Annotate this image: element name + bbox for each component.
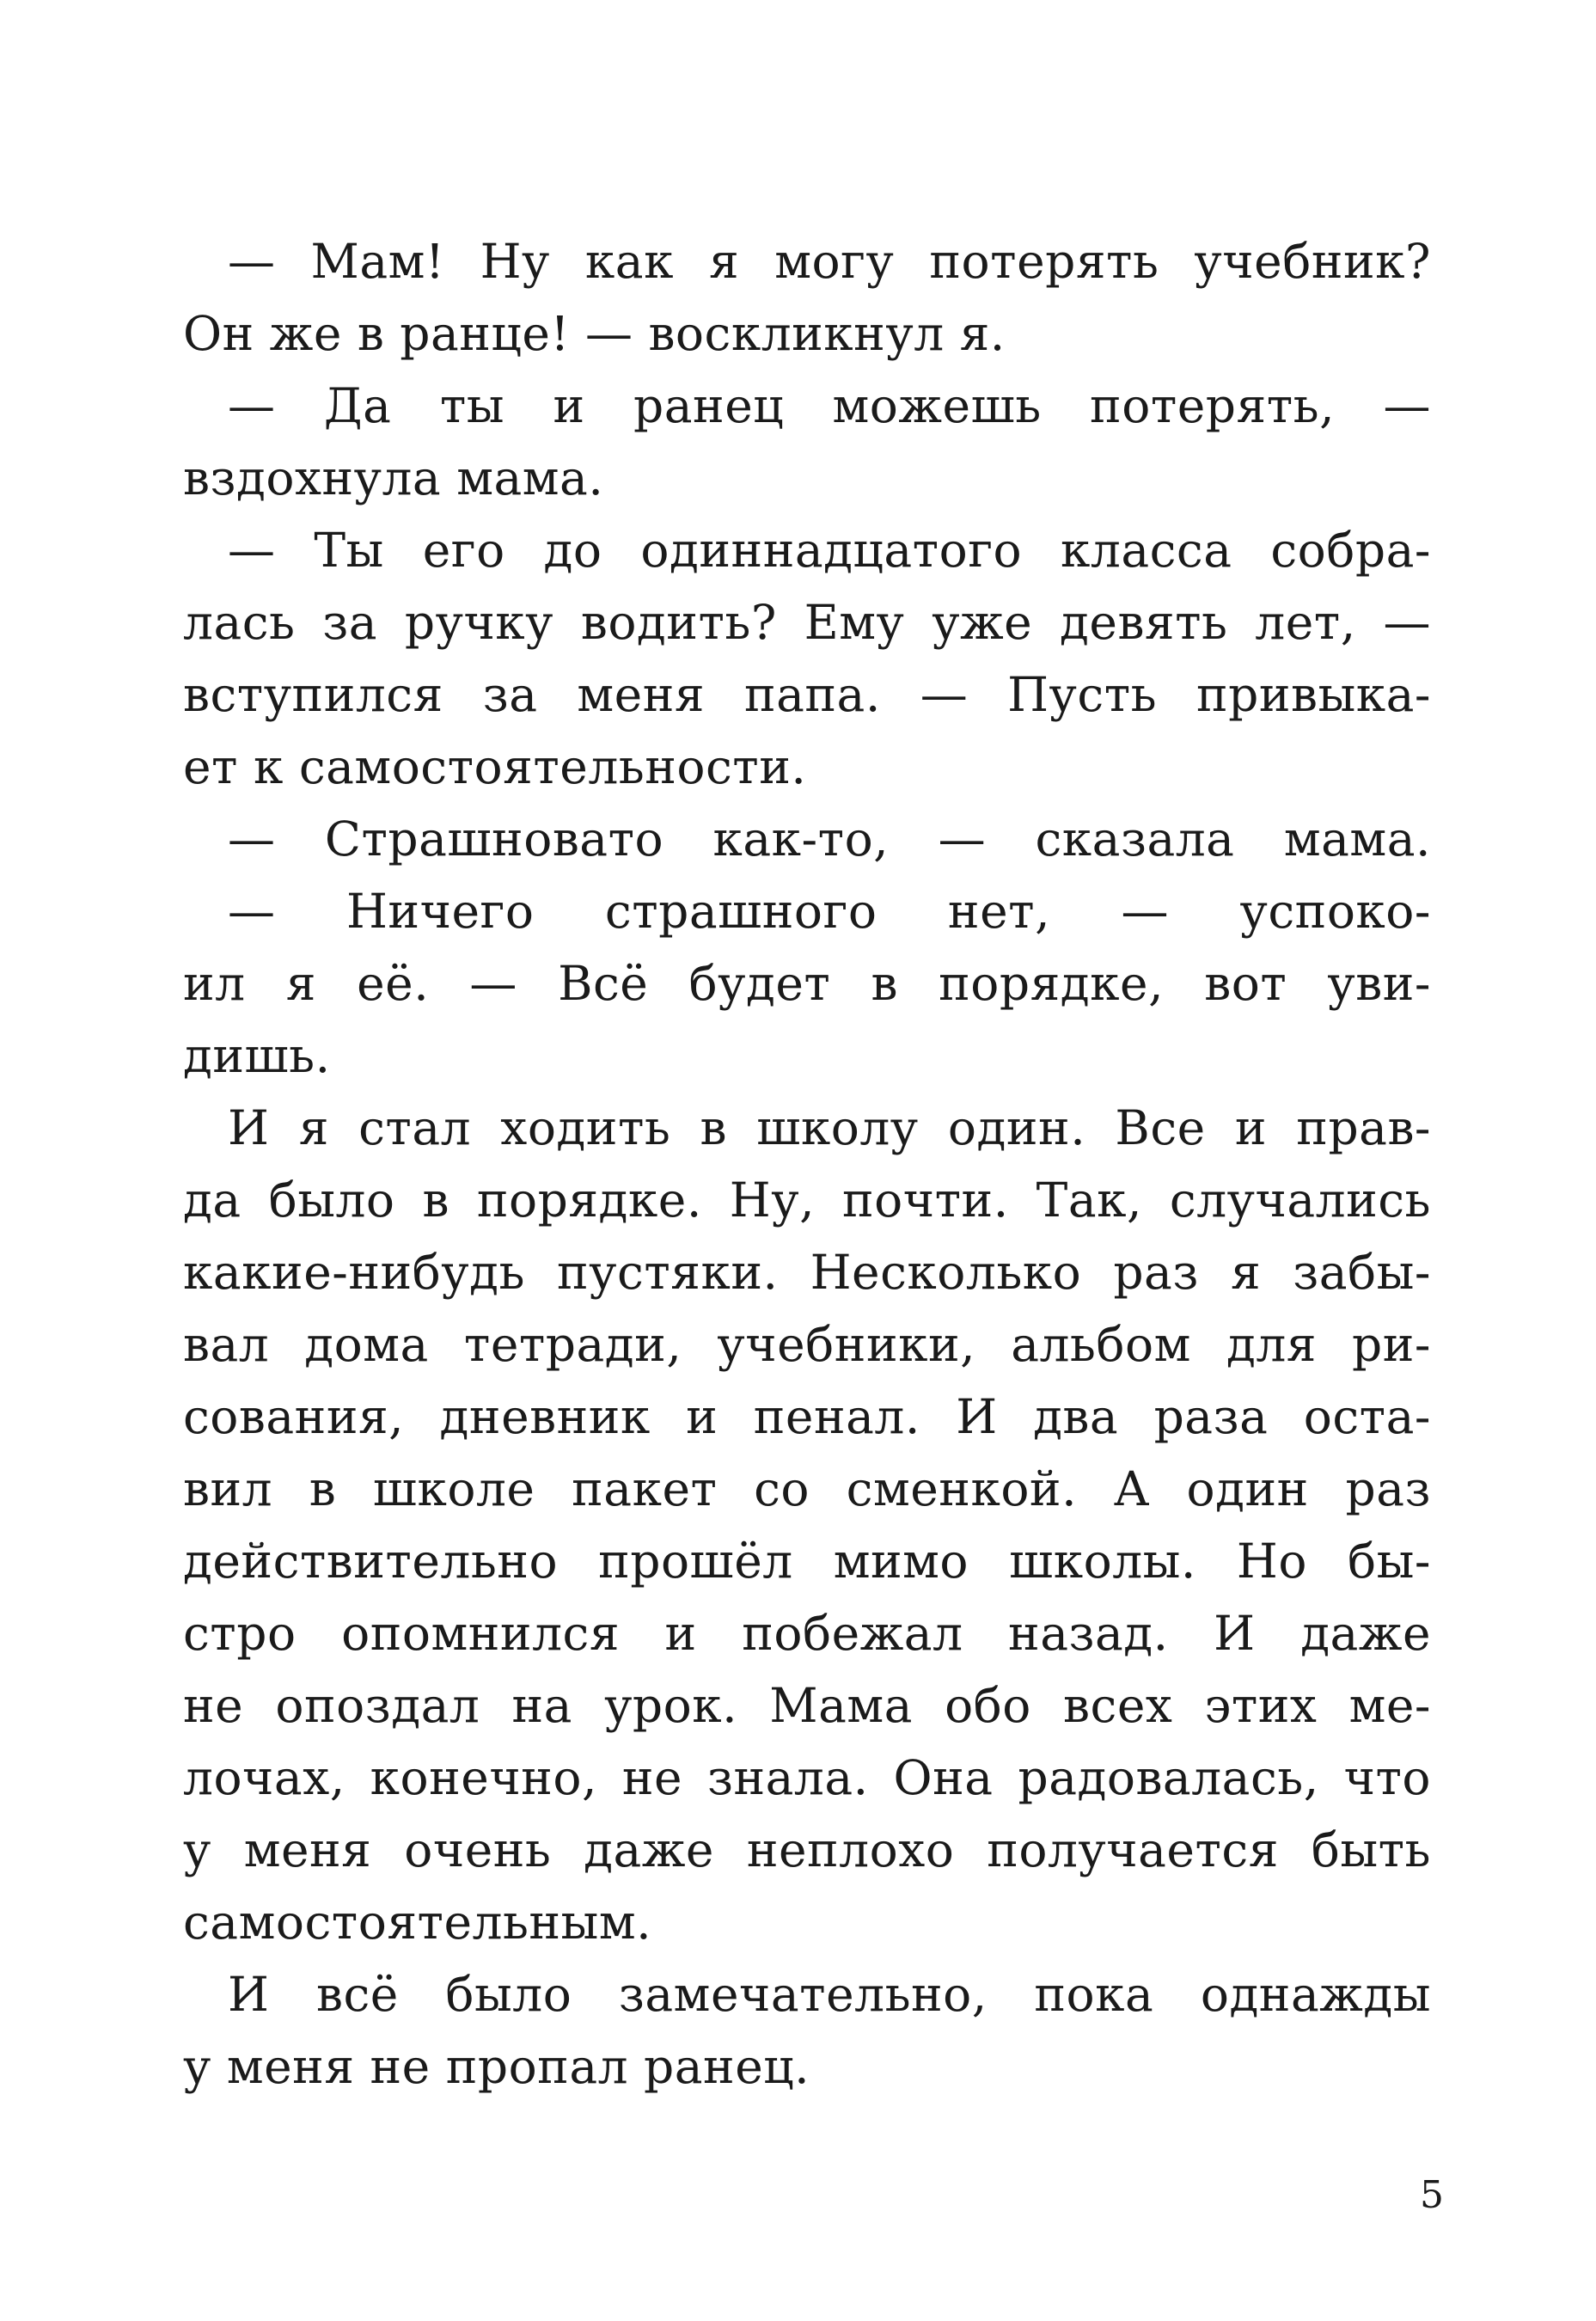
text-line: — Ничего страшного нет, — успоко- [228, 884, 1431, 939]
text-line: у меня не пропал ранец. [183, 2039, 810, 2094]
text-line: лочах, конечно, не знала. Она радовалась, что [183, 1750, 1431, 1805]
text-line: — Страшновато как-то, — сказала мама. [228, 811, 1431, 867]
text-line: не опоздал на урок. Мама обо всех этих ме- [183, 1678, 1431, 1733]
text-line: И всё было замечательно, пока однажды [228, 1967, 1431, 2022]
text-line: вил в школе пакет со сменкой. А один раз [183, 1461, 1431, 1516]
text-line: — Да ты и ранец можешь потерять, — [228, 378, 1431, 433]
text-line: стро опомнился и побежал назад. И даже [183, 1606, 1431, 1661]
text-line: ил я её. — Всё будет в порядке, вот уви- [183, 956, 1431, 1011]
text-line: у меня очень даже неплохо получается быть [183, 1822, 1431, 1877]
text-line: — Мам! Ну как я могу потерять учебник? [228, 234, 1431, 289]
text-line: Он же в ранце! — воскликнул я. [183, 306, 1006, 361]
text-line: дишь. [183, 1028, 331, 1083]
text-line: лась за ручку водить? Ему уже девять лет, — [183, 595, 1431, 650]
text-line: да было в порядке. Ну, почти. Так, случались [183, 1173, 1431, 1228]
text-line: вздохнула мама. [183, 450, 604, 505]
text-line: вступился за меня папа. — Пусть привыка- [183, 667, 1431, 722]
text-line: вал дома тетради, учебники, альбом для ри- [183, 1317, 1431, 1372]
text-line: самостоятельным. [183, 1895, 652, 1950]
body-text [183, 225, 1431, 2103]
text-line: — Ты его до одиннадцатого класса собра- [228, 523, 1431, 578]
text-line: какие-нибудь пустяки. Несколько раз я забы- [183, 1245, 1431, 1300]
page-number: 5 [1420, 2173, 1444, 2217]
text-line: И я стал ходить в школу один. Все и прав- [228, 1100, 1431, 1155]
text-line: действительно прошёл мимо школы. Но бы- [183, 1534, 1431, 1589]
text-line: ет к самостоятельности. [183, 739, 807, 794]
text-line: сования, дневник и пенал. И два раза оста- [183, 1389, 1431, 1444]
